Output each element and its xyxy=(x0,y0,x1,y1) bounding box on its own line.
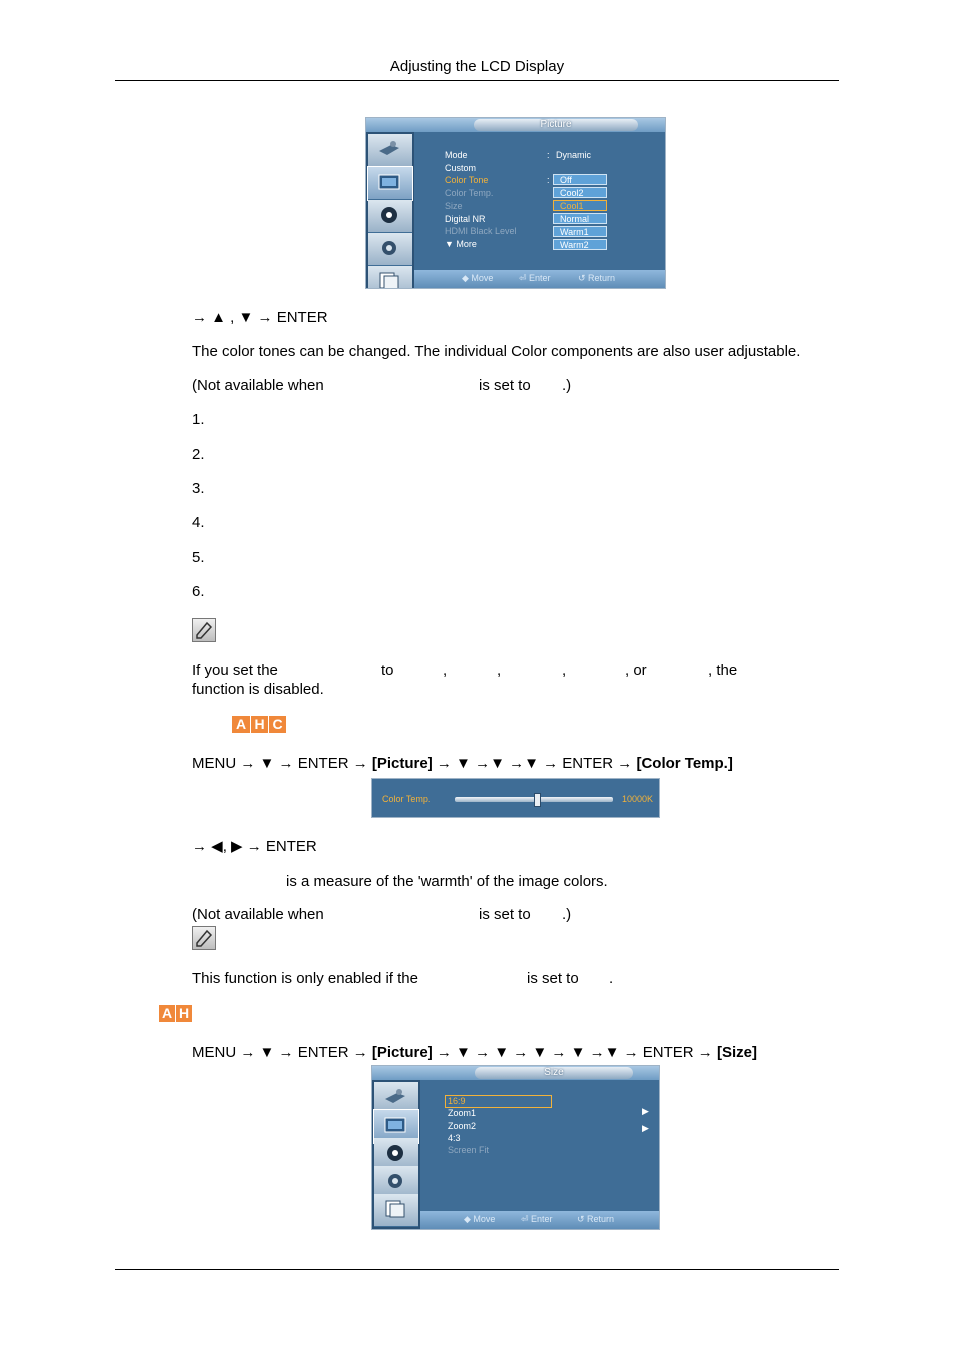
page-header: Adjusting the LCD Display xyxy=(389,58,565,75)
osd-hint-enter-label: Enter xyxy=(531,1214,553,1224)
path-steps: → ▼ → ▼ → ▼ → ▼ →▼ → ENTER → xyxy=(436,1044,713,1061)
gear-icon xyxy=(383,1171,407,1191)
badge-c: C xyxy=(269,716,286,733)
picture-icon xyxy=(383,1115,407,1135)
list-number-3: 3. xyxy=(192,480,205,497)
osd-item-digital-nr: Digital NR xyxy=(445,214,486,224)
slider-label: Color Temp. xyxy=(382,794,431,804)
path-menu: MENU → xyxy=(192,755,256,772)
input-icon xyxy=(383,1087,407,1107)
osd-color-tone-separator: : xyxy=(547,175,550,185)
osd-item-hdmi-black-level: HDMI Black Level xyxy=(445,226,517,236)
list-number-1: 1. xyxy=(192,411,205,428)
note-text-b: to xyxy=(381,662,394,679)
color-temp-slider-screenshot xyxy=(371,778,660,818)
osd-side-input xyxy=(368,134,412,167)
osd-side-sound xyxy=(368,200,412,233)
footer-rule xyxy=(115,1269,839,1270)
size-item-4-3: 4:3 xyxy=(448,1133,461,1143)
color-temp-nav: → ◀, ▶ → ENTER xyxy=(192,838,317,855)
badge-h: H xyxy=(251,716,268,733)
window-icon xyxy=(377,271,401,289)
osd-item-color-temp: Color Temp. xyxy=(445,188,494,198)
osd-title: Size xyxy=(475,1067,633,1079)
osd-title: Picture xyxy=(474,119,638,131)
color-temp-note-b: is set to xyxy=(527,970,579,987)
slider-value: 10000K xyxy=(622,794,654,804)
path-enter: ▼ → ENTER → xyxy=(259,1044,368,1061)
osd-option-warm2: Warm2 xyxy=(553,239,607,250)
move-icon: ◆ xyxy=(464,1214,474,1224)
note-text-c: , xyxy=(443,662,448,679)
list-number-6: 6. xyxy=(192,583,205,600)
osd-sidebar xyxy=(372,1080,420,1229)
color-temp-na-b: is set to xyxy=(479,906,531,923)
chevron-right-icon: ▶ xyxy=(642,1106,649,1116)
return-icon: ↺ xyxy=(578,273,589,283)
osd-hint-bar xyxy=(414,270,665,288)
badge-a: A xyxy=(232,716,250,733)
color-tone-na-c: .) xyxy=(562,377,572,394)
osd-hint-return-label: Return xyxy=(588,273,616,283)
osd-hint-return xyxy=(578,273,615,284)
path-enter: ▼ → ENTER → xyxy=(259,755,368,772)
size-item-16-9: 16:9 xyxy=(448,1096,466,1106)
color-tone-na-b: is set to xyxy=(479,377,531,394)
osd-option-normal: Normal xyxy=(553,213,607,224)
note-text-a: If you set the xyxy=(192,662,278,679)
size-source-badge xyxy=(159,1005,192,1023)
osd-item-size: Size xyxy=(445,201,463,211)
enter-icon: ⏎ xyxy=(521,1214,532,1224)
osd-hint-move xyxy=(462,273,493,284)
input-icon xyxy=(377,139,401,159)
note-text-d: , xyxy=(497,662,502,679)
header-rule xyxy=(115,80,839,81)
color-temp-note-c: . xyxy=(609,970,614,987)
size-item-screen-fit: Screen Fit xyxy=(448,1145,490,1155)
osd-hint-enter-label: Enter xyxy=(529,273,551,283)
osd-item-custom: Custom xyxy=(445,163,477,173)
color-tone-nav: → ▲ , ▼ → ENTER xyxy=(192,309,328,326)
osd-hint-bar xyxy=(420,1211,659,1229)
osd-hint-enter xyxy=(519,273,551,284)
note-text-g: , the xyxy=(708,662,738,679)
osd-side-picture xyxy=(368,167,412,200)
chevron-right-icon: ▶ xyxy=(642,1123,649,1133)
list-number-4: 4. xyxy=(192,514,205,531)
osd-hint-move-label: Move xyxy=(471,273,494,283)
osd-option-off: Off xyxy=(553,174,607,185)
window-icon xyxy=(383,1199,407,1219)
return-icon: ↺ xyxy=(577,1214,588,1224)
color-temp-na-c: .) xyxy=(562,906,572,923)
color-temp-na-a: (Not available when xyxy=(192,906,324,923)
path-menu: MENU → xyxy=(192,1044,256,1061)
osd-side-multi xyxy=(374,1194,418,1227)
sound-icon xyxy=(383,1143,407,1163)
path-picture-key: [Picture] xyxy=(371,1044,433,1061)
slider-thumb xyxy=(534,793,541,807)
color-temp-note-a: This function is only enabled if the xyxy=(192,970,418,987)
badge-h: H xyxy=(176,1005,192,1022)
path-color-temp-key: [Color Temp.] xyxy=(636,755,733,772)
list-number-2: 2. xyxy=(192,446,205,463)
osd-mode-separator: : xyxy=(547,150,550,160)
note-text-h: function is disabled. xyxy=(192,681,324,698)
osd-side-setup xyxy=(368,233,412,266)
osd-hint-move xyxy=(464,1214,495,1225)
size-item-zoom1: Zoom1 xyxy=(448,1108,477,1118)
enter-icon: ⏎ xyxy=(519,273,530,283)
badge-a: A xyxy=(159,1005,175,1022)
osd-side-multi xyxy=(368,266,412,289)
color-temp-path xyxy=(192,755,733,773)
move-icon: ◆ xyxy=(462,273,472,283)
picture-menu-screenshot xyxy=(365,117,666,289)
size-item-zoom2: Zoom2 xyxy=(448,1121,477,1131)
color-temp-source-badge xyxy=(232,716,286,734)
path-size-key: [Size] xyxy=(716,1044,757,1061)
osd-hint-return xyxy=(577,1214,614,1225)
color-tone-na-a: (Not available when xyxy=(192,377,324,394)
path-steps: → ▼ →▼ →▼ → ENTER → xyxy=(436,755,633,772)
osd-sidebar xyxy=(366,132,414,288)
osd-item-more xyxy=(445,239,477,249)
color-temp-description: is a measure of the 'warmth' of the image colors. xyxy=(286,873,608,890)
note-text-e: , xyxy=(562,662,567,679)
note-icon xyxy=(192,926,216,950)
osd-hint-enter xyxy=(521,1214,553,1225)
gear-icon xyxy=(377,238,401,258)
osd-hint-return-label: Return xyxy=(587,1214,615,1224)
osd-option-warm1: Warm1 xyxy=(553,226,607,237)
color-tone-description: The color tones can be changed. The individual Color components are also user adjustable. xyxy=(192,343,801,360)
osd-item-mode-value: Dynamic xyxy=(556,150,592,160)
size-path xyxy=(192,1044,757,1062)
list-number-5: 5. xyxy=(192,549,205,566)
picture-icon xyxy=(377,172,401,192)
osd-item-color-tone: Color Tone xyxy=(445,175,489,185)
note-text-f: , or xyxy=(625,662,647,679)
osd-option-cool1: Cool1 xyxy=(553,200,607,211)
osd-item-mode: Mode xyxy=(445,150,468,160)
osd-hint-move-label: Move xyxy=(473,1214,496,1224)
chevron-down-icon: ▼ xyxy=(445,239,457,249)
sound-icon xyxy=(377,205,401,225)
note-icon xyxy=(192,618,216,642)
slider-track xyxy=(455,797,613,802)
osd-option-cool2: Cool2 xyxy=(553,187,607,198)
path-picture-key: [Picture] xyxy=(371,755,433,772)
osd-item-more-label: More xyxy=(456,239,477,249)
size-menu-screenshot xyxy=(371,1065,660,1230)
